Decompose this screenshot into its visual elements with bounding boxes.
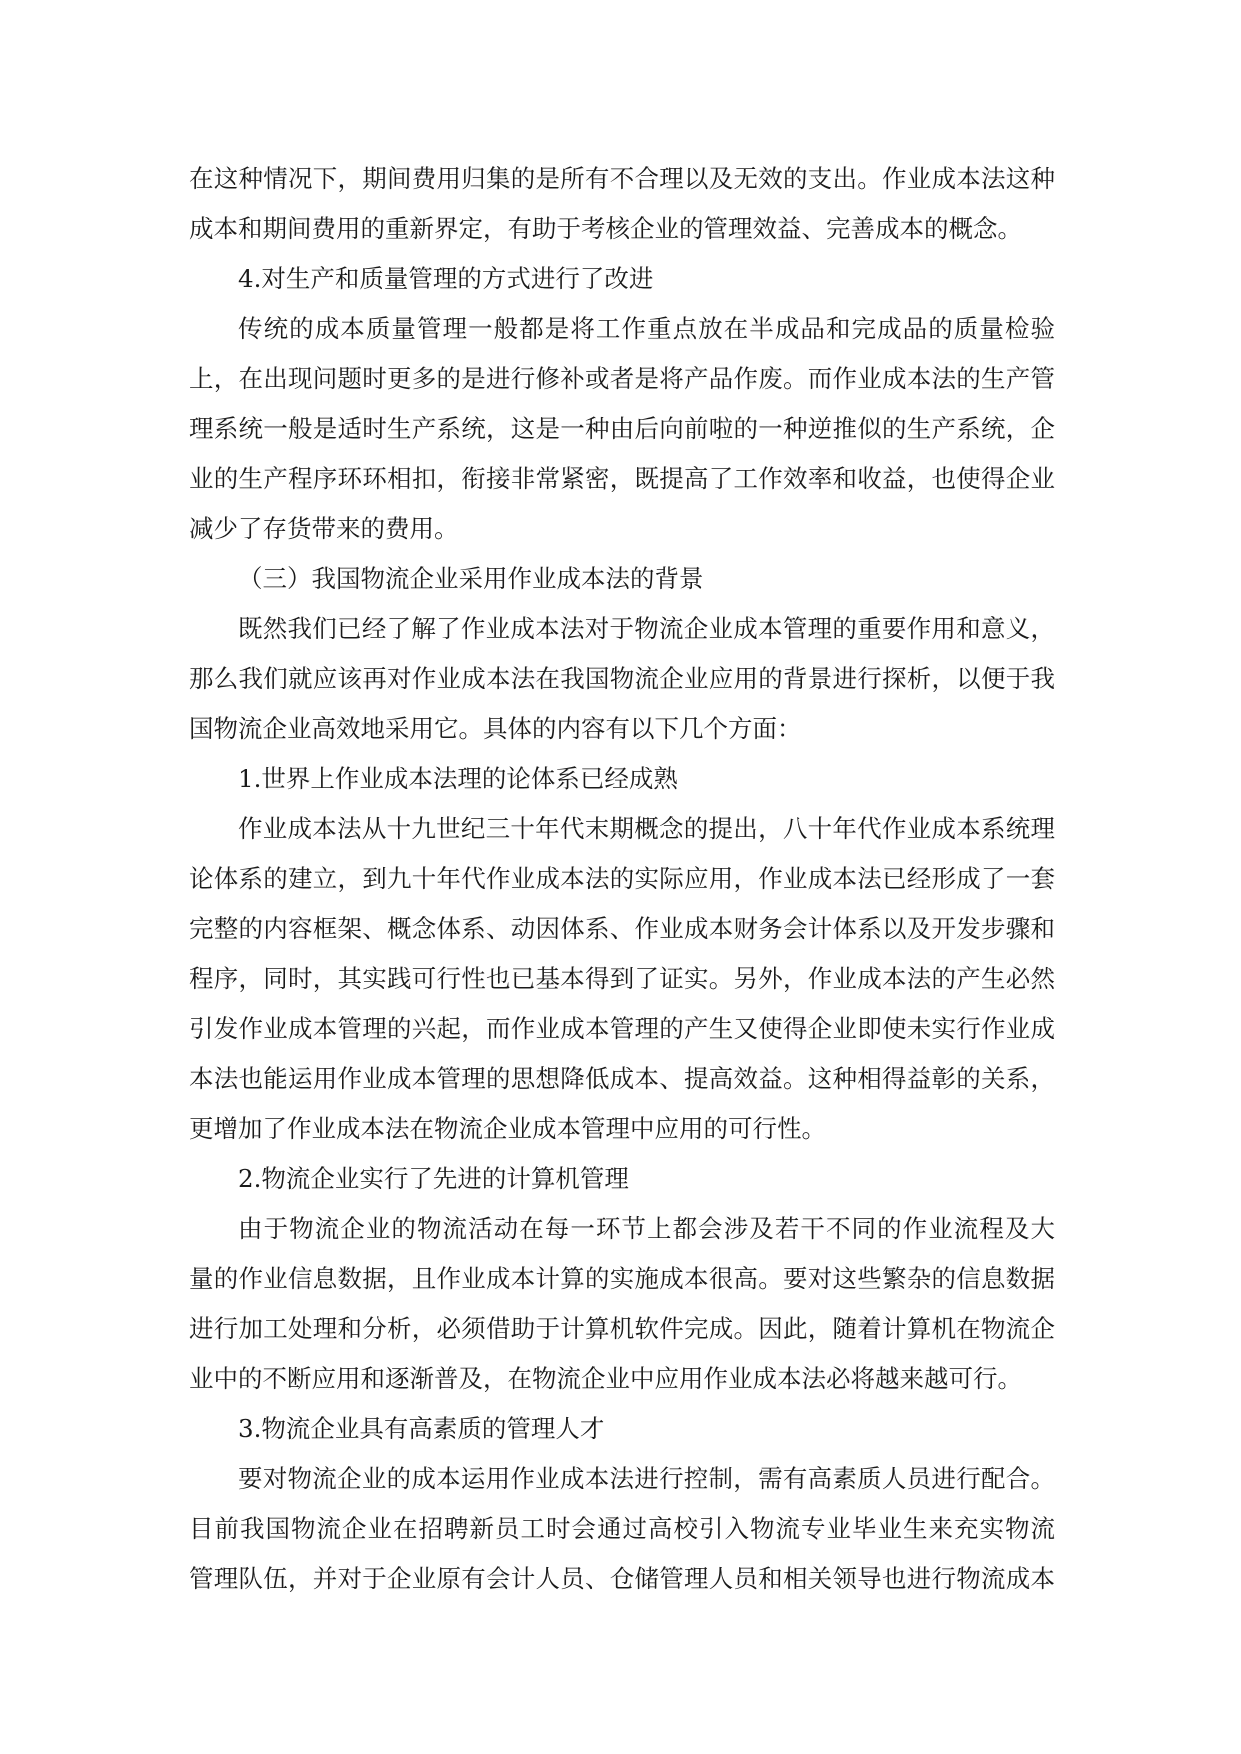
text-line: 引发作业成本管理的兴起，而作业成本管理的产生又使得企业即使未实行作业成 bbox=[189, 1014, 1055, 1043]
subheading: 3.物流企业具有高素质的管理人才 bbox=[238, 1414, 605, 1443]
text-line: 业的生产程序环环相扣，衔接非常紧密，既提高了工作效率和收益，也使得企业 bbox=[189, 464, 1055, 493]
text-line: 量的作业信息数据，且作业成本计算的实施成本很高。要对这些繁杂的信息数据 bbox=[189, 1264, 1055, 1293]
text-line: 进行加工处理和分析，必须借助于计算机软件完成。因此，随着计算机在物流企 bbox=[189, 1314, 1055, 1343]
subheading: 1.世界上作业成本法理的论体系已经成熟 bbox=[238, 764, 678, 793]
paragraph-start-line: 要对物流企业的成本运用作业成本法进行控制，需有高素质人员进行配合。 bbox=[238, 1464, 1055, 1493]
text-line: 上，在出现问题时更多的是进行修补或者是将产品作废。而作业成本法的生产管 bbox=[189, 364, 1055, 393]
subheading: 2.物流企业实行了先进的计算机管理 bbox=[238, 1164, 629, 1193]
paragraph-end-line: 成本和期间费用的重新界定，有助于考核企业的管理效益、完善成本的概念。 bbox=[189, 214, 1022, 243]
text-line: 论体系的建立，到九十年代作业成本法的实际应用，作业成本法已经形成了一套 bbox=[189, 864, 1055, 893]
text-line: 那么我们就应该再对作业成本法在我国物流企业应用的背景进行探析，以便于我 bbox=[189, 664, 1055, 693]
text-line: 完整的内容框架、概念体系、动因体系、作业成本财务会计体系以及开发步骤和 bbox=[189, 914, 1055, 943]
paragraph-start-line: 既然我们已经了解了作业成本法对于物流企业成本管理的重要作用和意义， bbox=[238, 614, 1055, 643]
text-line: 管理队伍，并对于企业原有会计人员、仓储管理人员和相关领导也进行物流成本 bbox=[189, 1564, 1055, 1593]
paragraph-end-line: 更增加了作业成本法在物流企业成本管理中应用的可行性。 bbox=[189, 1114, 826, 1143]
text-line: 目前我国物流企业在招聘新员工时会通过高校引入物流专业毕业生来充实物流 bbox=[189, 1514, 1055, 1543]
document-body bbox=[189, 154, 1055, 1604]
text-line: 理系统一般是适时生产系统，这是一种由后向前啦的一种逆推似的生产系统，企 bbox=[189, 414, 1055, 443]
section-heading: （三）我国物流企业采用作业成本法的背景 bbox=[238, 564, 704, 593]
paragraph-start-line: 传统的成本质量管理一般都是将工作重点放在半成品和完成品的质量检验 bbox=[238, 314, 1055, 343]
text-line: 程序，同时，其实践可行性也已基本得到了证实。另外，作业成本法的产生必然 bbox=[189, 964, 1055, 993]
paragraph-end-line: 减少了存货带来的费用。 bbox=[189, 514, 459, 543]
paragraph-start-line: 作业成本法从十九世纪三十年代末期概念的提出，八十年代作业成本系统理 bbox=[238, 814, 1055, 843]
text-line: 在这种情况下，期间费用归集的是所有不合理以及无效的支出。作业成本法这种 bbox=[189, 164, 1055, 193]
paragraph-end-line: 国物流企业高效地采用它。具体的内容有以下几个方面： bbox=[189, 714, 802, 743]
text-line: 本法也能运用作业成本管理的思想降低成本、提高效益。这种相得益彰的关系， bbox=[189, 1064, 1055, 1093]
paragraph-end-line: 业中的不断应用和逐渐普及，在物流企业中应用作业成本法必将越来越可行。 bbox=[189, 1364, 1022, 1393]
subheading: 4.对生产和质量管理的方式进行了改进 bbox=[238, 264, 654, 293]
paragraph-start-line: 由于物流企业的物流活动在每一环节上都会涉及若干不同的作业流程及大 bbox=[238, 1214, 1055, 1243]
